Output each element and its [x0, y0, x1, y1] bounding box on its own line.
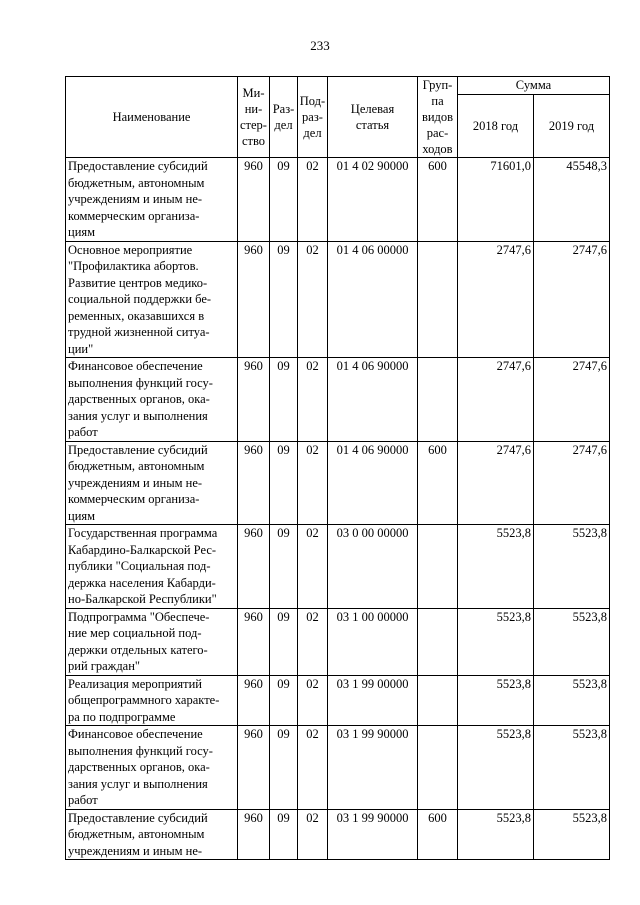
table-row — [66, 608, 610, 675]
table-row — [66, 158, 610, 242]
row-expense-group — [418, 241, 458, 358]
row-name: Предоставление субсидий бюджетным, автономным учреждениям и иным не- коммерческим организа- циям — [66, 441, 238, 525]
header-target-article: Целевая статья — [328, 77, 418, 158]
row-name: Подпрограмма "Обеспече- ние мер социальной под- держки отдельных катего- рий граждан" — [66, 608, 238, 675]
row-target-article: 01 4 06 90000 — [328, 358, 418, 442]
row-sum-2018: 5523,8 — [458, 525, 534, 609]
row-subsection: 02 — [298, 358, 328, 442]
row-subsection: 02 — [298, 441, 328, 525]
row-ministry: 960 — [238, 158, 270, 242]
row-sum-2019: 2747,6 — [534, 358, 610, 442]
table-body — [66, 158, 610, 860]
table-header — [66, 77, 610, 158]
row-expense-group — [418, 525, 458, 609]
row-section: 09 — [270, 525, 298, 609]
table-row — [66, 441, 610, 525]
row-expense-group — [418, 726, 458, 810]
row-expense-group — [418, 675, 458, 726]
row-section: 09 — [270, 809, 298, 860]
row-ministry: 960 — [238, 358, 270, 442]
row-sum-2018: 71601,0 — [458, 158, 534, 242]
header-name: Наименование — [66, 77, 238, 158]
row-sum-2018: 5523,8 — [458, 675, 534, 726]
row-sum-2019: 5523,8 — [534, 809, 610, 860]
row-subsection: 02 — [298, 158, 328, 242]
row-sum-2018: 5523,8 — [458, 726, 534, 810]
row-target-article: 03 1 99 90000 — [328, 809, 418, 860]
header-ministry: Ми- ни- стер- ство — [238, 77, 270, 158]
row-sum-2019: 5523,8 — [534, 675, 610, 726]
row-section: 09 — [270, 158, 298, 242]
row-target-article: 01 4 06 90000 — [328, 441, 418, 525]
row-sum-2018: 2747,6 — [458, 441, 534, 525]
row-section: 09 — [270, 358, 298, 442]
row-subsection: 02 — [298, 241, 328, 358]
row-sum-2019: 5523,8 — [534, 608, 610, 675]
header-subsection: Под- раз- дел — [298, 77, 328, 158]
row-sum-2018: 2747,6 — [458, 358, 534, 442]
row-sum-2018: 5523,8 — [458, 809, 534, 860]
header-year-2018: 2018 год — [458, 95, 534, 158]
row-name: Финансовое обеспечение выполнения функций госу- дарственных органов, ока- зания услуг и выполнения работ — [66, 726, 238, 810]
row-expense-group: 600 — [418, 441, 458, 525]
row-section: 09 — [270, 726, 298, 810]
row-name: Основное мероприятие "Профилактика абортов. Развитие центров медико- социальной поддержки бе- ременных, оказавшихся в трудной жизненной ситуа- ции" — [66, 241, 238, 358]
table-row — [66, 358, 610, 442]
table-row — [66, 809, 610, 860]
row-ministry: 960 — [238, 675, 270, 726]
row-sum-2019: 45548,3 — [534, 158, 610, 242]
row-expense-group: 600 — [418, 158, 458, 242]
row-expense-group — [418, 358, 458, 442]
row-ministry: 960 — [238, 726, 270, 810]
row-subsection: 02 — [298, 726, 328, 810]
row-sum-2019: 2747,6 — [534, 241, 610, 358]
header-sum: Сумма — [458, 77, 610, 95]
row-target-article: 03 1 99 00000 — [328, 675, 418, 726]
row-ministry: 960 — [238, 525, 270, 609]
row-section: 09 — [270, 675, 298, 726]
row-target-article: 01 4 02 90000 — [328, 158, 418, 242]
row-name: Финансовое обеспечение выполнения функций госу- дарственных органов, ока- зания услуг и выполнения работ — [66, 358, 238, 442]
row-sum-2018: 5523,8 — [458, 608, 534, 675]
page-number: 233 — [310, 38, 330, 53]
row-ministry: 960 — [238, 608, 270, 675]
table-row — [66, 525, 610, 609]
header-section: Раз- дел — [270, 77, 298, 158]
header-year-2019: 2019 год — [534, 95, 610, 158]
row-name: Предоставление субсидий бюджетным, автономным учреждениям и иным не- — [66, 809, 238, 860]
row-ministry: 960 — [238, 441, 270, 525]
row-name: Предоставление субсидий бюджетным, автономным учреждениям и иным не- коммерческим организа- циям — [66, 158, 238, 242]
row-target-article: 03 1 99 90000 — [328, 726, 418, 810]
row-section: 09 — [270, 608, 298, 675]
row-subsection: 02 — [298, 809, 328, 860]
row-ministry: 960 — [238, 241, 270, 358]
row-sum-2019: 5523,8 — [534, 525, 610, 609]
row-sum-2019: 2747,6 — [534, 441, 610, 525]
row-subsection: 02 — [298, 525, 328, 609]
row-target-article: 03 1 00 00000 — [328, 608, 418, 675]
header-expense-group: Груп- па видов рас- ходов — [418, 77, 458, 158]
row-name: Государственная программа Кабардино-Балкарской Рес- публики "Социальная под- держка населения Кабарди- но-Балкарской Республики" — [66, 525, 238, 609]
row-target-article: 03 0 00 00000 — [328, 525, 418, 609]
table-row — [66, 241, 610, 358]
row-expense-group — [418, 608, 458, 675]
row-subsection: 02 — [298, 608, 328, 675]
row-subsection: 02 — [298, 675, 328, 726]
budget-table — [65, 76, 610, 860]
table-row — [66, 675, 610, 726]
row-name: Реализация мероприятий общепрограммного характе- ра по подпрограмме — [66, 675, 238, 726]
table-row — [66, 726, 610, 810]
row-sum-2018: 2747,6 — [458, 241, 534, 358]
row-target-article: 01 4 06 00000 — [328, 241, 418, 358]
row-expense-group: 600 — [418, 809, 458, 860]
row-ministry: 960 — [238, 809, 270, 860]
row-section: 09 — [270, 441, 298, 525]
row-sum-2019: 5523,8 — [534, 726, 610, 810]
row-section: 09 — [270, 241, 298, 358]
